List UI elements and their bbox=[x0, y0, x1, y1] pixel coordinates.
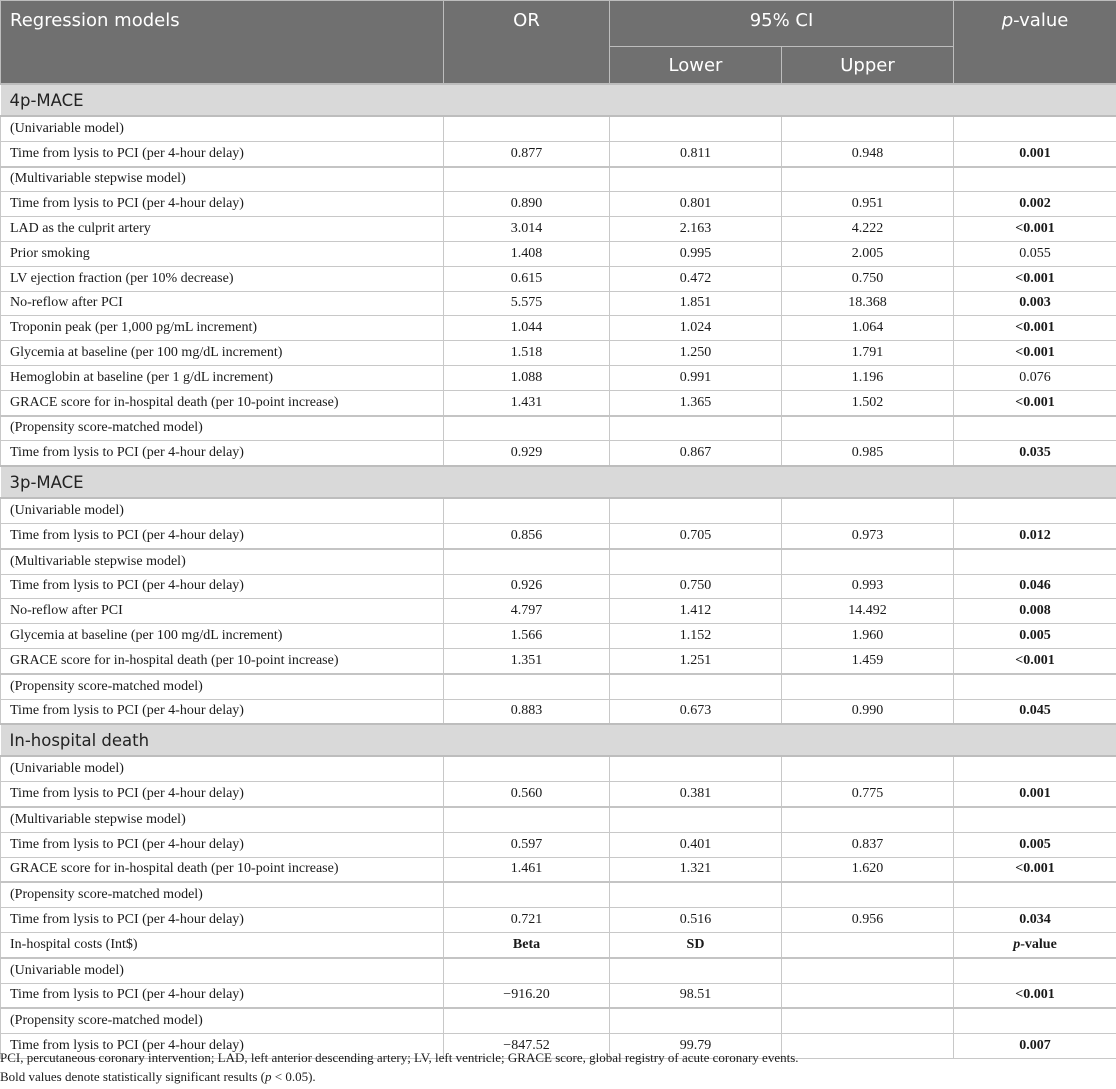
or-value: 1.408 bbox=[444, 241, 610, 266]
header-p-rest: -value bbox=[1013, 10, 1069, 31]
table-row bbox=[1, 192, 1116, 217]
empty-cell-p bbox=[954, 882, 1116, 907]
variable-label: Time from lysis to PCI (per 4-hour delay) bbox=[1, 782, 444, 807]
model-subheader-row bbox=[1, 549, 1116, 574]
empty-cell-p bbox=[954, 549, 1116, 574]
header-regression-models: Regression models bbox=[1, 1, 444, 85]
variable-label: Glycemia at baseline (per 100 mg/dL increment) bbox=[1, 624, 444, 649]
variable-label: Prior smoking bbox=[1, 241, 444, 266]
p-value: <0.001 bbox=[954, 217, 1116, 242]
ci-upper-value: 2.005 bbox=[782, 241, 954, 266]
table-row bbox=[1, 316, 1116, 341]
empty-cell-or bbox=[444, 958, 610, 983]
empty-cell-lower bbox=[610, 958, 782, 983]
section-header-row bbox=[1, 724, 1116, 756]
variable-label: GRACE score for in-hospital death (per 10-point increase) bbox=[1, 857, 444, 882]
empty-cell-p bbox=[954, 167, 1116, 192]
empty-cell-lower bbox=[610, 498, 782, 523]
model-label: (Propensity score-matched model) bbox=[1, 674, 444, 699]
empty-cell-or bbox=[444, 807, 610, 832]
empty-cell-or bbox=[444, 498, 610, 523]
ci-lower-value: 0.750 bbox=[610, 574, 782, 599]
p-value: <0.001 bbox=[954, 266, 1116, 291]
variable-label: Time from lysis to PCI (per 4-hour delay) bbox=[1, 1034, 444, 1059]
p-value: <0.001 bbox=[954, 648, 1116, 673]
ci-upper-value: 0.837 bbox=[782, 832, 954, 857]
or-value: −916.20 bbox=[444, 983, 610, 1008]
p-value: 0.046 bbox=[954, 574, 1116, 599]
table-row bbox=[1, 217, 1116, 242]
empty-cell-or bbox=[444, 116, 610, 141]
section-header-row bbox=[1, 84, 1116, 116]
variable-label: GRACE score for in-hospital death (per 10-point increase) bbox=[1, 390, 444, 415]
ci-lower-value: 0.801 bbox=[610, 192, 782, 217]
empty-cell-upper bbox=[782, 498, 954, 523]
variable-label: Time from lysis to PCI (per 4-hour delay) bbox=[1, 908, 444, 933]
empty-cell-upper bbox=[782, 674, 954, 699]
ci-lower-value: 0.516 bbox=[610, 908, 782, 933]
ci-lower-value: 0.991 bbox=[610, 365, 782, 390]
model-label: (Propensity score-matched model) bbox=[1, 882, 444, 907]
table-row bbox=[1, 266, 1116, 291]
empty-cell-or bbox=[444, 882, 610, 907]
empty-cell-or bbox=[444, 674, 610, 699]
or-value: 0.883 bbox=[444, 699, 610, 724]
empty-cell-upper bbox=[782, 756, 954, 781]
ci-lower-value: 0.995 bbox=[610, 241, 782, 266]
variable-label: Glycemia at baseline (per 100 mg/dL increment) bbox=[1, 341, 444, 366]
ci-lower-value: 1.321 bbox=[610, 857, 782, 882]
ci-upper-value: 0.951 bbox=[782, 192, 954, 217]
variable-label: Time from lysis to PCI (per 4-hour delay) bbox=[1, 441, 444, 466]
p-value: 0.012 bbox=[954, 523, 1116, 548]
header-upper: Upper bbox=[782, 47, 954, 85]
or-value: 1.044 bbox=[444, 316, 610, 341]
ci-upper-value: 0.990 bbox=[782, 699, 954, 724]
variable-label: LV ejection fraction (per 10% decrease) bbox=[1, 266, 444, 291]
empty-cell-upper bbox=[782, 882, 954, 907]
cost-label: In-hospital costs (Int$) bbox=[1, 932, 444, 957]
header-lower: Lower bbox=[610, 47, 782, 85]
cost-p-value-header bbox=[954, 932, 1116, 957]
empty-cell-p bbox=[954, 674, 1116, 699]
or-value: 0.929 bbox=[444, 441, 610, 466]
empty-cell-or bbox=[444, 416, 610, 441]
table-row bbox=[1, 857, 1116, 882]
empty-cell-upper bbox=[782, 167, 954, 192]
ci-upper-value: 0.956 bbox=[782, 908, 954, 933]
ci-upper-value: 1.960 bbox=[782, 624, 954, 649]
section-title: 3p-MACE bbox=[1, 466, 1116, 498]
or-value: 5.575 bbox=[444, 291, 610, 316]
ci-upper-value: 1.502 bbox=[782, 390, 954, 415]
table-body bbox=[1, 84, 1116, 1058]
table-row bbox=[1, 648, 1116, 673]
ci-lower-value: 0.381 bbox=[610, 782, 782, 807]
ci-upper-value: 14.492 bbox=[782, 599, 954, 624]
table-row bbox=[1, 782, 1116, 807]
empty-cell-or bbox=[444, 1008, 610, 1033]
model-subheader-row bbox=[1, 416, 1116, 441]
empty-cell-or bbox=[444, 167, 610, 192]
table-row bbox=[1, 141, 1116, 166]
ci-upper-value: 0.973 bbox=[782, 523, 954, 548]
ci-lower-value: 1.251 bbox=[610, 648, 782, 673]
or-value: 1.431 bbox=[444, 390, 610, 415]
ci-upper-value: 1.459 bbox=[782, 648, 954, 673]
empty-cell-upper bbox=[782, 807, 954, 832]
empty-cell-upper bbox=[782, 416, 954, 441]
model-subheader-row bbox=[1, 498, 1116, 523]
beta-header: Beta bbox=[444, 932, 610, 957]
header-p-italic: p bbox=[1001, 10, 1014, 31]
variable-label: Hemoglobin at baseline (per 1 g/dL increment) bbox=[1, 365, 444, 390]
table-row bbox=[1, 441, 1116, 466]
table-footnotes bbox=[0, 1048, 799, 1086]
ci-lower-value: 98.51 bbox=[610, 983, 782, 1008]
table-row bbox=[1, 241, 1116, 266]
table-row bbox=[1, 699, 1116, 724]
ci-upper-value: 4.222 bbox=[782, 217, 954, 242]
empty-cell-upper bbox=[782, 549, 954, 574]
or-value: 1.088 bbox=[444, 365, 610, 390]
variable-label: Troponin peak (per 1,000 pg/mL increment) bbox=[1, 316, 444, 341]
or-value: 0.597 bbox=[444, 832, 610, 857]
table-row bbox=[1, 983, 1116, 1008]
empty-cell-p bbox=[954, 416, 1116, 441]
empty-cell-lower bbox=[610, 416, 782, 441]
model-subheader-row bbox=[1, 756, 1116, 781]
variable-label: Time from lysis to PCI (per 4-hour delay) bbox=[1, 699, 444, 724]
or-value: 1.461 bbox=[444, 857, 610, 882]
footnote-p-italic: p bbox=[265, 1069, 272, 1084]
or-value: 0.926 bbox=[444, 574, 610, 599]
ci-lower-value: 0.673 bbox=[610, 699, 782, 724]
ci-upper-value bbox=[782, 1034, 954, 1059]
empty-cell-p bbox=[954, 756, 1116, 781]
ci-upper-value: 0.993 bbox=[782, 574, 954, 599]
variable-label: Time from lysis to PCI (per 4-hour delay) bbox=[1, 523, 444, 548]
ci-lower-value: 0.811 bbox=[610, 141, 782, 166]
p-value: 0.035 bbox=[954, 441, 1116, 466]
variable-label: No-reflow after PCI bbox=[1, 599, 444, 624]
model-label: (Univariable model) bbox=[1, 498, 444, 523]
empty-cell-p bbox=[954, 498, 1116, 523]
p-value: <0.001 bbox=[954, 341, 1116, 366]
cost-p-rest: -value bbox=[1020, 936, 1057, 952]
empty-cell-lower bbox=[610, 756, 782, 781]
or-value: 0.856 bbox=[444, 523, 610, 548]
p-value: 0.007 bbox=[954, 1034, 1116, 1059]
or-value: 3.014 bbox=[444, 217, 610, 242]
p-value: 0.001 bbox=[954, 141, 1116, 166]
ci-lower-value: 0.401 bbox=[610, 832, 782, 857]
ci-upper-value: 0.750 bbox=[782, 266, 954, 291]
ci-lower-value: 1.412 bbox=[610, 599, 782, 624]
or-value: −847.52 bbox=[444, 1034, 610, 1059]
model-label: (Propensity score-matched model) bbox=[1, 416, 444, 441]
variable-label: Time from lysis to PCI (per 4-hour delay) bbox=[1, 192, 444, 217]
footnote-abbreviations: PCI, percutaneous coronary intervention; LAD, left anterior descending artery; LV, left ventricle; GRACE score, global registry of acute coronary events. bbox=[0, 1050, 799, 1065]
p-value: 0.003 bbox=[954, 291, 1116, 316]
or-value: 0.721 bbox=[444, 908, 610, 933]
table-row bbox=[1, 832, 1116, 857]
ci-lower-value: 1.851 bbox=[610, 291, 782, 316]
empty-cell-lower bbox=[610, 167, 782, 192]
ci-upper-value: 1.196 bbox=[782, 365, 954, 390]
model-subheader-row bbox=[1, 674, 1116, 699]
or-value: 0.560 bbox=[444, 782, 610, 807]
or-value: 0.890 bbox=[444, 192, 610, 217]
p-value: <0.001 bbox=[954, 390, 1116, 415]
model-label: (Univariable model) bbox=[1, 116, 444, 141]
ci-lower-value: 0.472 bbox=[610, 266, 782, 291]
section-header-row bbox=[1, 466, 1116, 498]
table-row bbox=[1, 599, 1116, 624]
p-value: 0.055 bbox=[954, 241, 1116, 266]
ci-lower-value: 0.867 bbox=[610, 441, 782, 466]
variable-label: Time from lysis to PCI (per 4-hour delay) bbox=[1, 141, 444, 166]
section-title: In-hospital death bbox=[1, 724, 1116, 756]
model-subheader-row bbox=[1, 116, 1116, 141]
ci-upper-value bbox=[782, 983, 954, 1008]
footnote-bold-suffix: < 0.05). bbox=[271, 1069, 316, 1084]
variable-label: Time from lysis to PCI (per 4-hour delay) bbox=[1, 983, 444, 1008]
empty-cell-lower bbox=[610, 882, 782, 907]
table-row bbox=[1, 523, 1116, 548]
p-value: 0.005 bbox=[954, 832, 1116, 857]
empty-cell-p bbox=[954, 116, 1116, 141]
table-row bbox=[1, 291, 1116, 316]
ci-upper-value: 1.791 bbox=[782, 341, 954, 366]
table-row bbox=[1, 908, 1116, 933]
or-value: 1.566 bbox=[444, 624, 610, 649]
cost-p-italic: p bbox=[1013, 936, 1021, 952]
empty-cell-lower bbox=[610, 116, 782, 141]
empty-cell-lower bbox=[610, 549, 782, 574]
p-value: 0.034 bbox=[954, 908, 1116, 933]
or-value: 0.615 bbox=[444, 266, 610, 291]
ci-upper-value: 0.775 bbox=[782, 782, 954, 807]
ci-lower-value: 1.024 bbox=[610, 316, 782, 341]
ci-upper-value: 1.064 bbox=[782, 316, 954, 341]
or-value: 4.797 bbox=[444, 599, 610, 624]
p-value: 0.005 bbox=[954, 624, 1116, 649]
footnote-bold-note bbox=[0, 1067, 799, 1086]
empty-cell-upper bbox=[782, 958, 954, 983]
empty-cell-p bbox=[954, 807, 1116, 832]
ci-lower-value: 99.79 bbox=[610, 1034, 782, 1059]
ci-lower-value: 1.250 bbox=[610, 341, 782, 366]
section-title: 4p-MACE bbox=[1, 84, 1116, 116]
header-95ci: 95% CI bbox=[610, 1, 954, 47]
model-subheader-row bbox=[1, 958, 1116, 983]
variable-label: Time from lysis to PCI (per 4-hour delay) bbox=[1, 574, 444, 599]
ci-upper-value: 0.948 bbox=[782, 141, 954, 166]
ci-lower-value: 2.163 bbox=[610, 217, 782, 242]
table-row bbox=[1, 624, 1116, 649]
or-value: 1.351 bbox=[444, 648, 610, 673]
sd-header: SD bbox=[610, 932, 782, 957]
empty-cell-lower bbox=[610, 807, 782, 832]
empty-cell-p bbox=[954, 958, 1116, 983]
ci-upper-value: 1.620 bbox=[782, 857, 954, 882]
empty-cell-upper bbox=[782, 116, 954, 141]
p-value: <0.001 bbox=[954, 316, 1116, 341]
p-value: 0.076 bbox=[954, 365, 1116, 390]
model-subheader-row bbox=[1, 882, 1116, 907]
model-subheader-row bbox=[1, 1008, 1116, 1033]
or-value: 1.518 bbox=[444, 341, 610, 366]
variable-label: No-reflow after PCI bbox=[1, 291, 444, 316]
model-label: (Multivariable stepwise model) bbox=[1, 549, 444, 574]
empty-cell-or bbox=[444, 756, 610, 781]
p-value: 0.002 bbox=[954, 192, 1116, 217]
model-label: (Multivariable stepwise model) bbox=[1, 167, 444, 192]
cost-header-row bbox=[1, 932, 1116, 957]
empty-cell-upper bbox=[782, 932, 954, 957]
variable-label: GRACE score for in-hospital death (per 10-point increase) bbox=[1, 648, 444, 673]
empty-cell-lower bbox=[610, 1008, 782, 1033]
variable-label: LAD as the culprit artery bbox=[1, 217, 444, 242]
p-value: 0.001 bbox=[954, 782, 1116, 807]
p-value: 0.008 bbox=[954, 599, 1116, 624]
empty-cell-lower bbox=[610, 674, 782, 699]
p-value: 0.045 bbox=[954, 699, 1116, 724]
header-or: OR bbox=[444, 1, 610, 85]
model-subheader-row bbox=[1, 807, 1116, 832]
table-row bbox=[1, 390, 1116, 415]
model-subheader-row bbox=[1, 167, 1116, 192]
p-value: <0.001 bbox=[954, 857, 1116, 882]
table-row bbox=[1, 365, 1116, 390]
model-label: (Univariable model) bbox=[1, 756, 444, 781]
ci-lower-value: 1.152 bbox=[610, 624, 782, 649]
table-row bbox=[1, 341, 1116, 366]
footnote-bold-prefix: Bold values denote statistically significant results ( bbox=[0, 1069, 266, 1084]
model-label: (Propensity score-matched model) bbox=[1, 1008, 444, 1033]
table-row bbox=[1, 574, 1116, 599]
empty-cell-upper bbox=[782, 1008, 954, 1033]
empty-cell-or bbox=[444, 549, 610, 574]
model-label: (Univariable model) bbox=[1, 958, 444, 983]
ci-lower-value: 0.705 bbox=[610, 523, 782, 548]
ci-upper-value: 0.985 bbox=[782, 441, 954, 466]
model-label: (Multivariable stepwise model) bbox=[1, 807, 444, 832]
p-value: <0.001 bbox=[954, 983, 1116, 1008]
or-value: 0.877 bbox=[444, 141, 610, 166]
table-header-row bbox=[1, 1, 1116, 47]
header-p-value bbox=[954, 1, 1116, 85]
ci-upper-value: 18.368 bbox=[782, 291, 954, 316]
ci-lower-value: 1.365 bbox=[610, 390, 782, 415]
empty-cell-p bbox=[954, 1008, 1116, 1033]
variable-label: Time from lysis to PCI (per 4-hour delay) bbox=[1, 832, 444, 857]
